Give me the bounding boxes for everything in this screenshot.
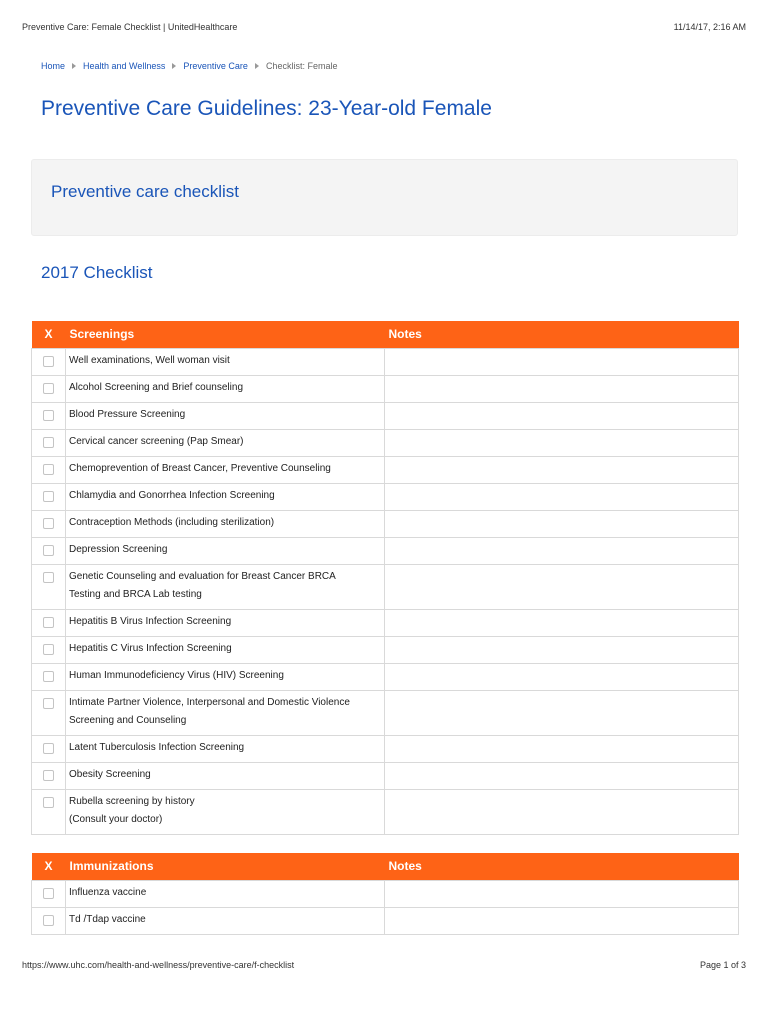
- checkbox-cell: [32, 348, 66, 375]
- notes-cell[interactable]: [385, 348, 739, 375]
- item-text-line: Depression Screening: [69, 543, 168, 555]
- breadcrumb-current: Checklist: Female: [265, 61, 338, 71]
- item-cell: [66, 348, 385, 375]
- checkbox-cell: [32, 907, 66, 934]
- checkbox-cell: [32, 609, 66, 636]
- item-text-line: (Consult your doctor): [69, 813, 163, 825]
- checkbox-cell: [32, 690, 66, 735]
- item-text-line: Testing and BRCA Lab testing: [69, 588, 202, 600]
- row-checkbox[interactable]: [43, 356, 54, 367]
- item-cell: [66, 429, 385, 456]
- notes-cell[interactable]: [385, 456, 739, 483]
- breadcrumb: [41, 61, 337, 71]
- row-checkbox[interactable]: [43, 617, 54, 628]
- page-title: Preventive Care Guidelines: 23-Year-old Female: [41, 97, 492, 120]
- header-notes: Notes: [385, 321, 739, 348]
- table-row: [32, 762, 739, 789]
- item-cell: [66, 375, 385, 402]
- notes-cell[interactable]: [385, 690, 739, 735]
- checkbox-cell: [32, 735, 66, 762]
- table-row: [32, 348, 739, 375]
- print-page-title: Preventive Care: Female Checklist | UnitedHealthcare: [22, 22, 238, 32]
- checkbox-cell: [32, 510, 66, 537]
- item-cell: [66, 564, 385, 609]
- checkbox-cell: [32, 375, 66, 402]
- item-cell: [66, 762, 385, 789]
- notes-cell[interactable]: [385, 907, 739, 934]
- notes-cell[interactable]: [385, 402, 739, 429]
- row-checkbox[interactable]: [43, 491, 54, 502]
- table-header-row: [32, 853, 739, 880]
- checkbox-cell: [32, 789, 66, 834]
- table-row: [32, 564, 739, 609]
- notes-cell[interactable]: [385, 429, 739, 456]
- breadcrumb-home[interactable]: Home: [41, 61, 66, 71]
- checkbox-cell: [32, 537, 66, 564]
- item-text-line: Human Immunodeficiency Virus (HIV) Screening: [69, 669, 284, 681]
- checkbox-cell: [32, 456, 66, 483]
- row-checkbox[interactable]: [43, 383, 54, 394]
- year-heading: 2017 Checklist: [41, 263, 153, 282]
- row-checkbox[interactable]: [43, 464, 54, 475]
- header-notes: Notes: [385, 853, 739, 880]
- row-checkbox[interactable]: [43, 410, 54, 421]
- table-row: [32, 663, 739, 690]
- table-row: [32, 483, 739, 510]
- item-cell: [66, 690, 385, 735]
- table-row: [32, 456, 739, 483]
- header-check: X: [32, 853, 66, 880]
- breadcrumb-separator-icon: [255, 63, 259, 69]
- immunizations-table: [31, 853, 739, 935]
- notes-cell[interactable]: [385, 762, 739, 789]
- immunizations-table-body: [32, 880, 739, 934]
- row-checkbox[interactable]: [43, 770, 54, 781]
- row-checkbox[interactable]: [43, 545, 54, 556]
- row-checkbox[interactable]: [43, 915, 54, 926]
- item-text-line: Chemoprevention of Breast Cancer, Preventive Counseling: [69, 462, 331, 474]
- item-text-line: Rubella screening by history: [69, 795, 195, 807]
- checklist-box-title: Preventive care checklist: [51, 182, 240, 201]
- table-row: [32, 609, 739, 636]
- table-row: [32, 636, 739, 663]
- checkbox-cell: [32, 636, 66, 663]
- notes-cell[interactable]: [385, 735, 739, 762]
- item-cell: [66, 789, 385, 834]
- checkbox-cell: [32, 429, 66, 456]
- item-text-line: Alcohol Screening and Brief counseling: [69, 381, 243, 393]
- breadcrumb-separator-icon: [72, 63, 76, 69]
- table-row: [32, 690, 739, 735]
- header-immunizations: Immunizations: [66, 853, 385, 880]
- notes-cell[interactable]: [385, 609, 739, 636]
- checkbox-cell: [32, 483, 66, 510]
- table-row: [32, 880, 739, 907]
- table-row: [32, 510, 739, 537]
- notes-cell[interactable]: [385, 537, 739, 564]
- item-text-line: Genetic Counseling and evaluation for Breast Cancer BRCA: [69, 570, 336, 582]
- item-text-line: Cervical cancer screening (Pap Smear): [69, 435, 244, 447]
- table-row: [32, 537, 739, 564]
- item-cell: [66, 456, 385, 483]
- row-checkbox[interactable]: [43, 797, 54, 808]
- row-checkbox[interactable]: [43, 743, 54, 754]
- screenings-table-body: [32, 348, 739, 834]
- checkbox-cell: [32, 564, 66, 609]
- table-header-row: [32, 321, 739, 348]
- row-checkbox[interactable]: [43, 518, 54, 529]
- item-cell: [66, 537, 385, 564]
- notes-cell[interactable]: [385, 375, 739, 402]
- item-cell: [66, 663, 385, 690]
- header-screenings: Screenings: [66, 321, 385, 348]
- breadcrumb-separator-icon: [172, 63, 176, 69]
- row-checkbox[interactable]: [43, 698, 54, 709]
- item-text-line: Blood Pressure Screening: [69, 408, 186, 420]
- screenings-table: [31, 321, 739, 835]
- table-row: [32, 907, 739, 934]
- item-cell: [66, 636, 385, 663]
- item-text-line: Contraception Methods (including sterilization): [69, 516, 275, 528]
- item-text-line: Hepatitis C Virus Infection Screening: [69, 642, 232, 654]
- item-text-line: Latent Tuberculosis Infection Screening: [69, 741, 245, 753]
- notes-cell[interactable]: [385, 483, 739, 510]
- item-text-line: Chlamydia and Gonorrhea Infection Screening: [69, 489, 275, 501]
- row-checkbox[interactable]: [43, 572, 54, 583]
- print-footer: [22, 960, 746, 974]
- table-row: [32, 789, 739, 834]
- checklist-box: [31, 159, 738, 236]
- print-datetime: 11/14/17, 2:16 AM: [673, 22, 746, 32]
- checkbox-cell: [32, 402, 66, 429]
- item-text-line: Td /Tdap vaccine: [69, 913, 146, 925]
- checkbox-cell: [32, 663, 66, 690]
- breadcrumb-health-and-wellness[interactable]: Health and Wellness: [83, 61, 166, 71]
- item-cell: [66, 402, 385, 429]
- item-cell: [66, 735, 385, 762]
- item-cell: [66, 510, 385, 537]
- item-text-line: Obesity Screening: [69, 768, 151, 780]
- breadcrumb-preventive-care[interactable]: Preventive Care: [183, 61, 248, 71]
- checkbox-cell: [32, 880, 66, 907]
- item-cell: [66, 609, 385, 636]
- item-text-line: Intimate Partner Violence, Interpersonal and Domestic Violence: [69, 696, 350, 708]
- table-row: [32, 735, 739, 762]
- item-text-line: Screening and Counseling: [69, 714, 187, 726]
- item-text-line: Hepatitis B Virus Infection Screening: [69, 615, 232, 627]
- notes-cell[interactable]: [385, 510, 739, 537]
- row-checkbox[interactable]: [43, 644, 54, 655]
- item-cell: [66, 880, 385, 907]
- item-text-line: Influenza vaccine: [69, 886, 147, 898]
- row-checkbox[interactable]: [43, 437, 54, 448]
- print-page-number: Page 1 of 3: [699, 960, 746, 970]
- notes-cell[interactable]: [385, 880, 739, 907]
- notes-cell[interactable]: [385, 564, 739, 609]
- item-text-line: Well examinations, Well woman visit: [69, 354, 230, 366]
- header-check: X: [32, 321, 66, 348]
- row-checkbox[interactable]: [43, 671, 54, 682]
- print-url: https://www.uhc.com/health-and-wellness/preventive-care/f-checklist: [22, 960, 295, 970]
- notes-cell[interactable]: [385, 789, 739, 834]
- item-cell: [66, 483, 385, 510]
- table-row: [32, 402, 739, 429]
- checkbox-cell: [32, 762, 66, 789]
- notes-cell[interactable]: [385, 663, 739, 690]
- table-row: [32, 375, 739, 402]
- notes-cell[interactable]: [385, 636, 739, 663]
- table-row: [32, 429, 739, 456]
- item-cell: [66, 907, 385, 934]
- row-checkbox[interactable]: [43, 888, 54, 899]
